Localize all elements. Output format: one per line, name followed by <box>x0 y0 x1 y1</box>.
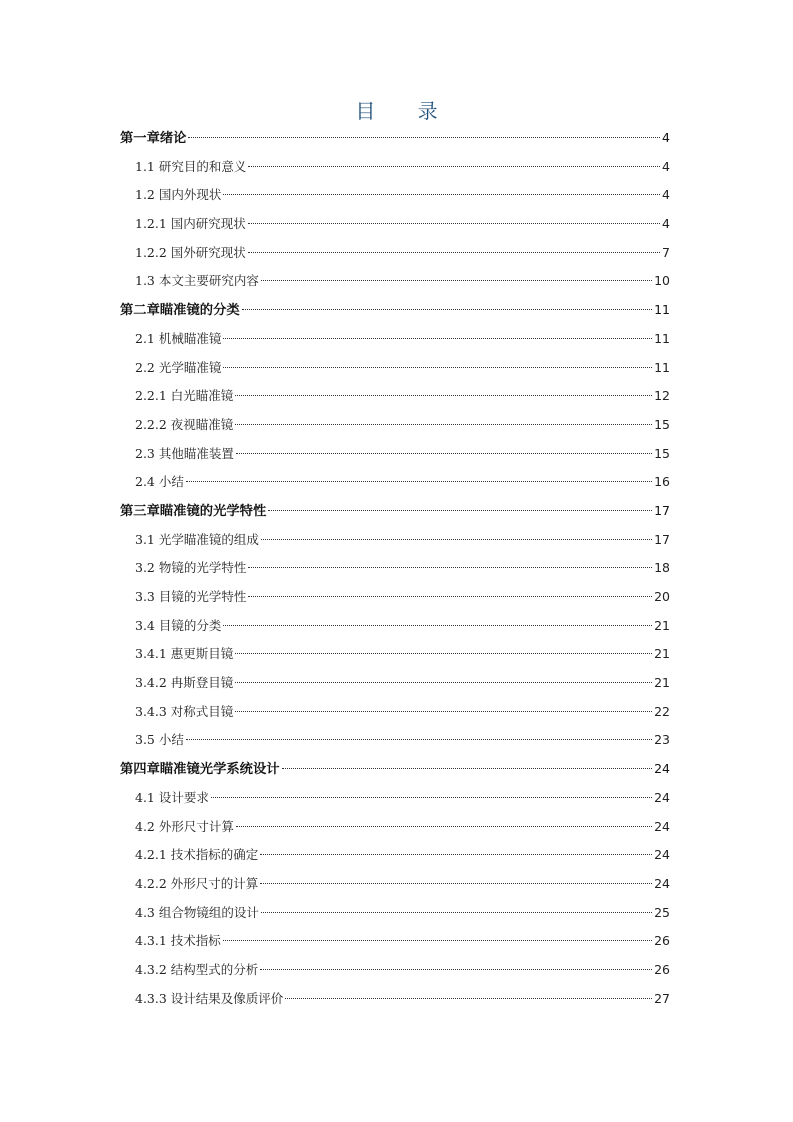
toc-section-entry[interactable] <box>120 267 670 296</box>
toc-entry-label: 4.2 外形尺寸计算 <box>135 818 234 834</box>
toc-entry-label: 第二章瞄准镜的分类 <box>120 303 240 319</box>
dot-leader <box>248 223 660 224</box>
toc-section-entry[interactable] <box>120 440 670 469</box>
toc-page-number: 11 <box>654 330 670 346</box>
dot-leader <box>235 653 652 654</box>
toc-section-entry[interactable] <box>120 726 670 755</box>
toc-entry-label: 3.5 小结 <box>135 732 184 748</box>
toc-entry-label: 4.3.1 技术指标 <box>135 933 221 949</box>
toc-entry-label: 2.1 机械瞄准镜 <box>135 330 222 346</box>
toc-page-number: 22 <box>654 703 670 719</box>
toc-page-number: 4 <box>662 187 670 203</box>
toc-page-number: 26 <box>654 933 670 949</box>
dot-leader <box>268 510 652 511</box>
toc-page-number: 4 <box>662 130 670 145</box>
toc-page-number: 17 <box>654 502 670 518</box>
toc-page-number: 26 <box>654 961 670 977</box>
toc-page-number: 11 <box>654 302 670 318</box>
dot-leader <box>248 596 652 597</box>
toc-entry-label: 1.3 本文主要研究内容 <box>135 273 259 289</box>
dot-leader <box>261 912 652 913</box>
toc-entry-label: 2.2 光学瞄准镜 <box>135 359 222 375</box>
dot-leader <box>261 280 652 281</box>
toc-entry-label: 第四章瞄准镜光学系统设计 <box>120 762 280 778</box>
dot-leader <box>248 567 652 568</box>
toc-section-entry[interactable] <box>120 468 670 497</box>
toc-page-number: 15 <box>654 445 670 461</box>
toc-chapter-entry[interactable] <box>120 124 670 153</box>
toc-page-number: 4 <box>662 216 670 232</box>
toc-section-entry[interactable] <box>120 985 670 1014</box>
dot-leader <box>261 539 652 540</box>
toc-title: 目 录 <box>355 99 456 123</box>
toc-section-entry[interactable] <box>120 554 670 583</box>
dot-leader <box>211 797 652 798</box>
toc-section-entry[interactable] <box>120 325 670 354</box>
toc-section-entry[interactable] <box>120 669 670 698</box>
toc-entry-label: 4.1 设计要求 <box>135 789 209 805</box>
toc-page-number: 24 <box>654 789 670 805</box>
toc-section-entry[interactable] <box>120 784 670 813</box>
dot-leader <box>236 453 652 454</box>
dot-leader <box>282 768 653 769</box>
dot-leader <box>223 194 660 195</box>
toc-entry-label: 2.2.2 夜视瞄准镜 <box>135 416 234 432</box>
toc-page-number: 21 <box>654 617 670 633</box>
toc-section-entry[interactable] <box>120 612 670 641</box>
toc-section-entry[interactable] <box>120 956 670 985</box>
toc-section-entry[interactable] <box>120 841 670 870</box>
toc-section-entry[interactable] <box>120 526 670 555</box>
toc-page-number: 16 <box>654 474 670 490</box>
toc-entry-label: 2.2.1 白光瞄准镜 <box>135 388 234 404</box>
toc-section-entry[interactable] <box>120 239 670 268</box>
dot-leader <box>248 252 660 253</box>
toc-section-entry[interactable] <box>120 411 670 440</box>
toc-page-number: 21 <box>654 646 670 662</box>
toc-entry-label: 1.2.1 国内研究现状 <box>135 216 246 232</box>
dot-leader <box>186 739 652 740</box>
toc-entry-label: 4.3 组合物镜组的设计 <box>135 904 259 920</box>
dot-leader <box>188 137 660 138</box>
toc-page-number: 24 <box>654 847 670 863</box>
toc-page-number: 17 <box>654 531 670 547</box>
toc-chapter-entry[interactable] <box>120 296 670 325</box>
toc-section-entry[interactable] <box>120 181 670 210</box>
dot-leader <box>248 166 660 167</box>
toc-entry-label: 3.2 物镜的光学特性 <box>135 560 247 576</box>
toc-page-number: 4 <box>662 158 670 174</box>
dot-leader <box>235 395 652 396</box>
toc-entry-label: 3.4.3 对称式目镜 <box>135 703 234 719</box>
toc-chapter-entry[interactable] <box>120 497 670 526</box>
toc-entry-label: 1.2 国内外现状 <box>135 187 222 203</box>
toc-section-entry[interactable] <box>120 583 670 612</box>
toc-page-number: 24 <box>654 818 670 834</box>
toc-section-entry[interactable] <box>120 870 670 899</box>
dot-leader <box>260 883 652 884</box>
toc-section-entry[interactable] <box>120 210 670 239</box>
toc-entry-label: 4.3.3 设计结果及像质评价 <box>135 990 284 1006</box>
toc-page-number: 7 <box>662 244 670 260</box>
toc-page-number: 21 <box>654 675 670 691</box>
dot-leader <box>186 481 652 482</box>
toc-section-entry[interactable] <box>120 698 670 727</box>
toc-section-entry[interactable] <box>120 153 670 182</box>
toc-section-entry[interactable] <box>120 382 670 411</box>
toc-entry-label: 2.4 小结 <box>135 474 184 490</box>
toc-entry-label: 3.4.2 冉斯登目镜 <box>135 675 234 691</box>
toc-entry-label: 3.4 目镜的分类 <box>135 617 222 633</box>
toc-page-number: 11 <box>654 359 670 375</box>
dot-leader <box>223 338 652 339</box>
toc-section-entry[interactable] <box>120 640 670 669</box>
toc-entry-label: 3.3 目镜的光学特性 <box>135 589 247 604</box>
toc-entry-label: 第一章绪论 <box>120 131 187 146</box>
toc-page-number: 15 <box>654 416 670 432</box>
dot-leader <box>223 367 652 368</box>
dot-leader <box>235 424 652 425</box>
toc-entry-label: 2.3 其他瞄准装置 <box>135 445 234 461</box>
dot-leader <box>223 940 652 941</box>
toc-page-number: 24 <box>654 875 670 891</box>
toc-entry-label: 1.1 研究目的和意义 <box>135 158 247 174</box>
toc-entry-label: 3.4.1 惠更斯目镜 <box>135 646 234 662</box>
toc-section-entry[interactable] <box>120 813 670 842</box>
toc-section-entry[interactable] <box>120 899 670 928</box>
toc-page-number: 12 <box>654 388 670 404</box>
dot-leader <box>260 969 652 970</box>
toc-section-entry[interactable] <box>120 354 670 383</box>
toc-page-number: 25 <box>654 904 670 920</box>
dot-leader <box>260 854 652 855</box>
toc-entry-label: 4.3.2 结构型式的分析 <box>135 961 259 977</box>
toc-entry-label: 第三章瞄准镜的光学特性 <box>120 503 267 519</box>
dot-leader <box>236 826 652 827</box>
toc-entry-label: 4.2.1 技术指标的确定 <box>135 847 259 863</box>
toc-section-entry[interactable] <box>120 927 670 956</box>
toc-entry-label: 4.2.2 外形尺寸的计算 <box>135 875 259 891</box>
dot-leader <box>242 309 652 310</box>
toc-page-number: 24 <box>654 761 670 777</box>
toc-page-number: 18 <box>654 560 670 576</box>
dot-leader <box>235 682 652 683</box>
toc-list <box>120 124 670 1013</box>
dot-leader <box>235 711 652 712</box>
toc-page-number: 23 <box>654 732 670 748</box>
dot-leader <box>223 625 652 626</box>
toc-entry-label: 3.1 光学瞄准镜的组成 <box>135 531 259 547</box>
toc-entry-label: 1.2.2 国外研究现状 <box>135 244 246 260</box>
toc-page-number: 10 <box>654 273 670 289</box>
toc-page-number: 20 <box>654 589 670 604</box>
dot-leader <box>285 998 652 999</box>
toc-page-number: 27 <box>654 990 670 1006</box>
toc-chapter-entry[interactable] <box>120 755 670 784</box>
